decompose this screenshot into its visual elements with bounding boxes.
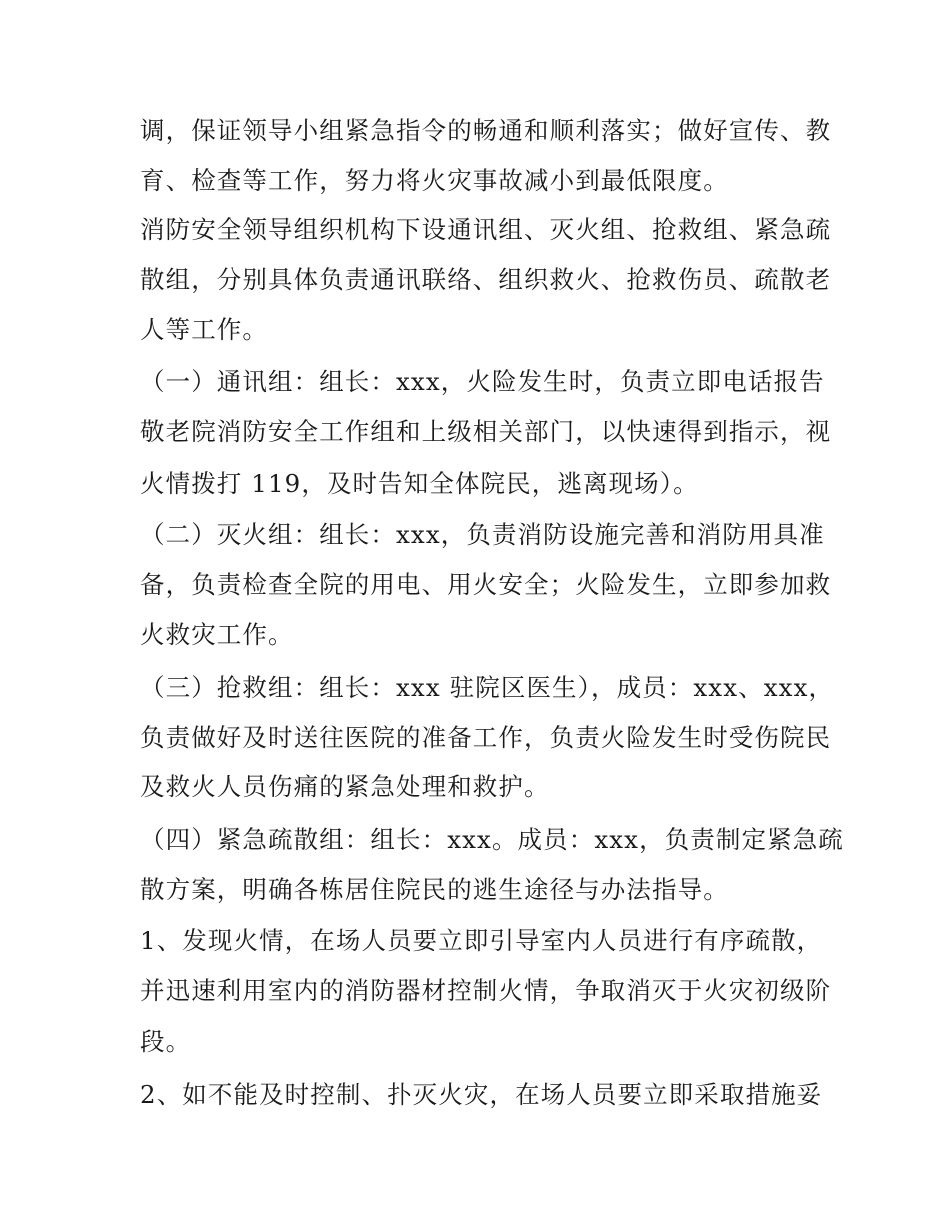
text-line-14: 及救火人员伤痛的紧急处理和救护。 [140, 772, 550, 801]
text-line-10: 备，负责检查全院的用电、用火安全；火险发生，立即参加救 [140, 570, 832, 599]
text-line-8: 火情拨打 119，及时告知全体院民，逃离现场）。 [140, 469, 699, 498]
text-line-18: 并迅速利用室内的消防器材控制火情，争取消灭于火灾初级阶 [140, 976, 832, 1005]
text-line-3: 消防安全领导组织机构下设通讯组、灭火组、抢救组、紧急疏 [140, 215, 832, 244]
text-line-13: 负责做好及时送往医院的准备工作，负责火险发生时受伤院民 [140, 723, 832, 752]
text-line-4: 散组，分别具体负责通讯联络、组织救火、抢救伤员、疏散老 [140, 265, 832, 294]
text-line-15: （四）紧急疏散组：组长：xxx。成员：xxx，负责制定紧急疏 [140, 825, 844, 854]
text-line-12: （三）抢救组：组长：xxx 驻院区医生），成员：xxx、xxx， [140, 673, 835, 702]
text-line-2: 育、检查等工作，努力将火灾事故减小到最低限度。 [140, 166, 729, 195]
text-line-7: 敬老院消防安全工作组和上级相关部门，以快速得到指示，视 [140, 417, 832, 446]
text-line-19: 段。 [140, 1027, 192, 1056]
text-line-1: 调，保证领导小组紧急指令的畅通和顺利落实；做好宣传、教 [140, 116, 832, 145]
text-line-20: 2、如不能及时控制、扑灭火灾，在场人员要立即采取措施妥 [140, 1080, 823, 1109]
text-line-9: （二）灭火组：组长：xxx，负责消防设施完善和消防用具准 [140, 520, 825, 549]
text-line-16: 散方案，明确各栋居住院民的逃生途径与办法指导。 [140, 875, 729, 904]
text-line-5: 人等工作。 [140, 315, 268, 344]
text-line-17: 1、发现火情，在场人员要立即引导室内人员进行有序疏散， [140, 926, 823, 955]
text-line-11: 火救灾工作。 [140, 620, 294, 649]
text-line-6: （一）通讯组：组长：xxx，火险发生时，负责立即电话报告 [140, 367, 825, 396]
